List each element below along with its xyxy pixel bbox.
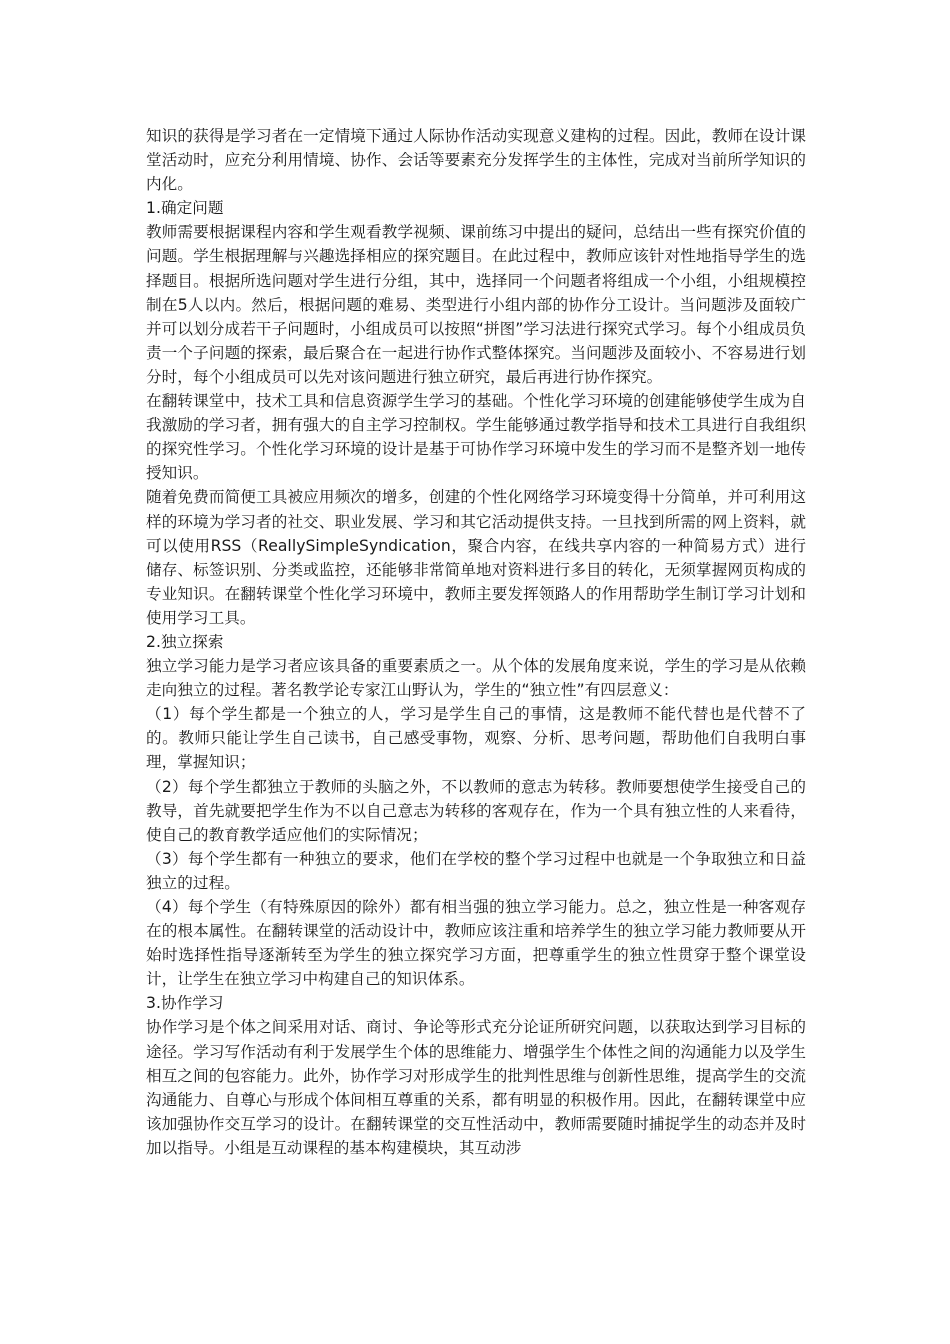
paragraph-intro: 知识的获得是学习者在一定情境下通过人际协作活动实现意义建构的过程。因此，教师在设计课堂活动时，应充分利用情境、协作、会话等要素充分发挥学生的主体性，完成对当前所学知识的内化。 bbox=[146, 127, 806, 194]
paragraph-define-problem: 教师需要根据课程内容和学生观看教学视频、课前练习中提出的疑问，总结出一些有探究价值的问题。学生根据理解与兴趣选择相应的探究题目。在此过程中，教师应该针对性地指导学生的选择题目。根据所选问题对学生进行分组，其中，选择同一个问题者将组成一个小组，小组规模控制在5人以内。然后，根据问题的难易、类型进行小组内部的协作分工设计。当问题涉及面较广并可以划分成若干子问题时，小组成员可以按照“拼图”学习法进行探究式学习。每个小组成员负责一个子问题的探索，最后聚合在一起进行协作式整体探究。当问题涉及面较小、不容易进行划分时，每个小组成员可以先对该问题进行独立研究，最后再进行协作探究。 bbox=[146, 223, 806, 386]
section-heading-2: 2.独立探索 bbox=[146, 632, 224, 651]
paragraph-independence-point-1: （1）每个学生都是一个独立的人，学习是学生自己的事情，这是教师不能代替也是代替不了的。教师只能让学生自己读书，自己感受事物，观察、分析、思考问题，帮助他们自我明白事理，掌握知识； bbox=[146, 705, 806, 772]
section-heading-1: 1.确定问题 bbox=[146, 199, 224, 218]
paragraph-collaborative-learning: 协作学习是个体之间采用对话、商讨、争论等形式充分论证所研究问题，以获取达到学习目标的途径。学习写作活动有利于发展学生个体的思维能力、增强学生个体性之间的沟通能力以及学生相互之间的包容能力。此外，协作学习对形成学生的批判性思维与创新性思维，提高学生的交流沟通能力、自尊心与形成个体间相互尊重的关系，都有明显的积极作用。因此，在翻转课堂中应该加强协作交互学习的设计。在翻转课堂的交互性活动中，教师需要随时捕捉学生的动态并及时加以指导。小组是互动课程的基本构建模块，其互动涉 bbox=[146, 1018, 806, 1157]
paragraph-independence-point-3: （3）每个学生都有一种独立的要求，他们在学校的整个学习过程中也就是一个争取独立和日益独立的过程。 bbox=[146, 849, 806, 892]
section-heading-3: 3.协作学习 bbox=[146, 994, 224, 1013]
paragraph-independence-intro: 独立学习能力是学习者应该具备的重要素质之一。从个体的发展角度来说，学生的学习是从依赖走向独立的过程。著名教学论专家江山野认为，学生的“独立性”有四层意义： bbox=[146, 657, 806, 700]
paragraph-rss-tools: 随着免费而简便工具被应用频次的增多，创建的个性化网络学习环境变得十分简单，并可利用这样的环境为学习者的社交、职业发展、学习和其它活动提供支持。一旦找到所需的网上资料，就可以使用RSS（ReallySimpleSyndication，聚合内容，在线共享内容的一种简易方式）进行储存、标签识别、分类或监控，还能够非常简单地对资料进行多目的转化，无须掌握网页构成的专业知识。在翻转课堂个性化学习环境中，教师主要发挥领路人的作用帮助学生制订学习计划和使用学习工具。 bbox=[146, 488, 806, 627]
paragraph-independence-point-2: （2）每个学生都独立于教师的头脑之外，不以教师的意志为转移。教师要想使学生接受自己的教导，首先就要把学生作为不以自己意志为转移的客观存在，作为一个具有独立性的人来看待，使自己的教育教学适应他们的实际情况； bbox=[146, 777, 806, 844]
document-body bbox=[146, 124, 806, 1160]
paragraph-learning-environment: 在翻转课堂中，技术工具和信息资源学生学习的基础。个性化学习环境的创建能够使学生成为自我激励的学习者，拥有强大的自主学习控制权。学生能够通过教学指导和技术工具进行自我组织的探究性学习。个性化学习环境的设计是基于可协作学习环境中发生的学习而不是整齐划一地传授知识。 bbox=[146, 392, 806, 483]
paragraph-independence-point-4: （4）每个学生（有特殊原因的除外）都有相当强的独立学习能力。总之，独立性是一种客观存在的根本属性。在翻转课堂的活动设计中，教师应该注重和培养学生的独立学习能力教师要从开始时选择性指导逐渐转至为学生的独立探究学习方面，把尊重学生的独立性贯穿于整个课堂设计，让学生在独立学习中构建自己的知识体系。 bbox=[146, 898, 806, 989]
